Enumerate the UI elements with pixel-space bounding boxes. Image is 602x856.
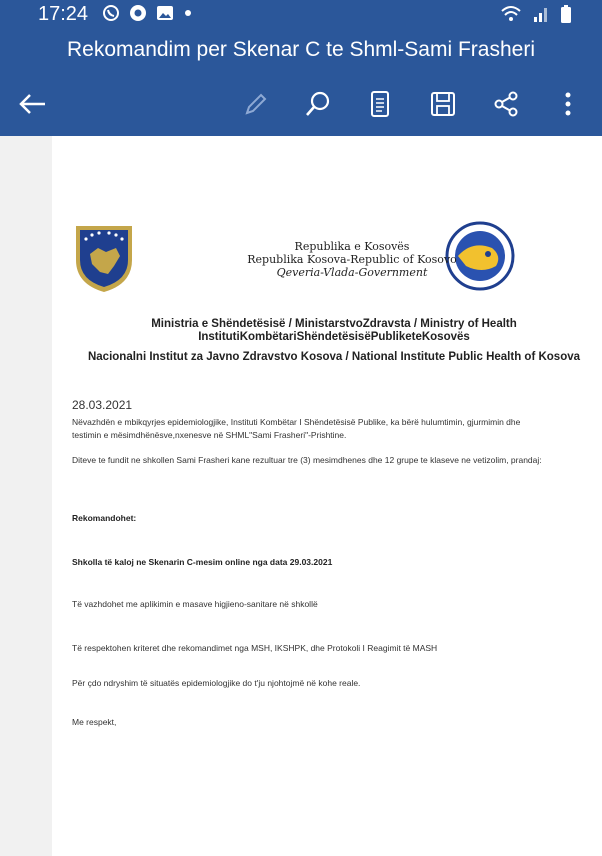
search-button[interactable] — [300, 86, 336, 122]
closing: Me respekt, — [72, 717, 117, 727]
status-notification-icons — [102, 4, 193, 22]
edit-button[interactable] — [238, 86, 274, 122]
status-system-icons — [500, 4, 572, 24]
back-button[interactable] — [14, 86, 50, 122]
kosovo-coat-of-arms-icon — [72, 222, 136, 294]
recommendation-4: Për çdo ndryshim të situatës epidemiologjike do t'ju njohtojmë në kohe reale. — [72, 678, 361, 688]
document-title-bar — [0, 30, 602, 74]
battery-icon — [560, 4, 572, 24]
share-button[interactable] — [488, 86, 524, 122]
more-vertical-icon — [563, 90, 573, 118]
search-icon — [304, 90, 332, 118]
recommendation-1: Shkolla të kaloj ne Skenarin C-mesim online nga data 29.03.2021 — [72, 557, 333, 567]
recommendation-3: Të respektohen kriteret dhe rekomandimet nga MSH, IKSHPK, dhe Protokoli I Reagimit të MASH — [72, 643, 438, 653]
gov-line-2: Republika Kosova-Republic of Kosovo — [247, 253, 457, 266]
more-options-button[interactable] — [550, 86, 586, 122]
wifi-icon — [500, 5, 522, 23]
ministry-heading — [94, 318, 574, 344]
document-date: 28.03.2021 — [72, 398, 133, 412]
document-canvas[interactable] — [0, 136, 602, 856]
share-icon — [492, 90, 520, 118]
reading-view-button[interactable] — [362, 86, 398, 122]
chrome-icon — [129, 4, 147, 22]
gallery-icon — [156, 4, 174, 22]
ministry-line-2: InstitutiKombëtariShëndetësisëPubliketeKosovës — [198, 331, 470, 343]
viber-icon — [102, 4, 120, 22]
recommendation-2: Të vazhdohet me aplikimin e masave higjieno-sanitare në shkollë — [72, 599, 318, 609]
ministry-line-1: Ministria e Shëndetësisë / MinistarstvoZdravsta / Ministry of Health — [151, 318, 517, 330]
dot-icon — [183, 4, 193, 22]
paragraph-2: Diteve te fundit ne shkollen Sami Frasheri kane rezultuar tre (3) mesimdhenes dhe 12 grupe te klaseve ne vetizolim, prandaj: — [72, 455, 542, 465]
document-page[interactable] — [52, 136, 602, 856]
institute-heading: Nacionalni Institut za Javno Zdravstvo Kosova / National Institute Public Health of Kosova — [87, 351, 581, 363]
recommended-heading: Rekomandohet: — [72, 513, 137, 523]
pencil-icon — [242, 90, 270, 118]
status-time: 17:24 — [38, 3, 89, 25]
signal-icon — [532, 5, 550, 23]
reading-view-icon — [368, 90, 392, 118]
document-title: Rekomandim per Skenar C te Shml-Sami Frasheri — [67, 38, 535, 61]
app-toolbar — [0, 74, 602, 136]
back-arrow-icon — [17, 92, 47, 116]
gov-line-1: Republika e Kosovës — [294, 240, 410, 253]
save-button[interactable] — [425, 86, 461, 122]
status-bar — [0, 0, 602, 30]
gov-line-3: Qeveria-Vlada-Government — [276, 266, 428, 279]
paragraph-1: Nëvazhdën e mbikqyrjes epidemiologjike, Instituti Kombëtar I Shëndetësisë Publike, ka bërë hulumtimin, gjurmimin dhe testimin e mësimdhënësve,nxenesve në SHML"Sami Frasheri"-Prishtine. — [72, 417, 521, 440]
save-icon — [429, 90, 457, 118]
government-header — [242, 240, 462, 279]
